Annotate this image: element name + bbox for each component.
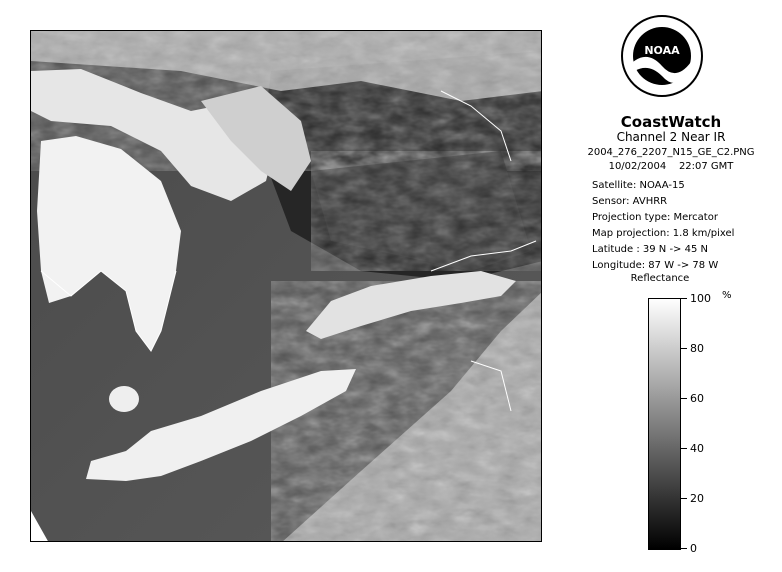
legend-tick-20 — [681, 498, 687, 499]
lake-st-clair — [109, 386, 139, 412]
legend-label-20: 20 — [690, 492, 704, 505]
legend-label-80: 80 — [690, 342, 704, 355]
channel-subtitle: Channel 2 Near IR — [616, 130, 726, 144]
legend-label-40: 40 — [690, 442, 704, 455]
logo-text: NOAA — [644, 44, 680, 57]
noaa-logo — [620, 14, 704, 98]
meta-sensor: Sensor: AVHRR — [592, 196, 668, 207]
legend-tick-40 — [681, 448, 687, 449]
meta-satellite: Satellite: NOAA-15 — [592, 180, 685, 191]
legend-title: Reflectance — [630, 273, 690, 284]
acquisition-time: 22:07 GMT — [678, 161, 734, 172]
title: CoastWatch — [620, 113, 722, 131]
legend-tick-80 — [681, 348, 687, 349]
meta-longitude: Longitude: 87 W -> 78 W — [592, 260, 719, 271]
meta-map-projection: Map projection: 1.8 km/pixel — [592, 228, 735, 239]
cloud-texture-southeast — [271, 281, 542, 542]
satellite-map-svg — [31, 31, 542, 542]
reflectance-colorbar — [648, 298, 681, 550]
meta-projection-type: Projection type: Mercator — [592, 212, 718, 223]
legend-tick-100 — [681, 298, 687, 299]
legend-label-60: 60 — [690, 392, 704, 405]
meta-latitude: Latitude : 39 N -> 45 N — [592, 244, 708, 255]
legend-tick-60 — [681, 398, 687, 399]
acquisition-datetime — [560, 161, 782, 172]
satellite-image — [30, 30, 542, 542]
legend-tick-0 — [681, 548, 687, 549]
image-filename: 2004_276_2207_N15_GE_C2.PNG — [587, 147, 755, 158]
legend-label-100: 100 — [690, 292, 711, 305]
legend-label-0: 0 — [690, 542, 697, 555]
acquisition-date: 10/02/2004 — [608, 161, 667, 172]
cloud-texture-ontario — [311, 151, 541, 271]
legend-unit: % — [722, 290, 732, 301]
